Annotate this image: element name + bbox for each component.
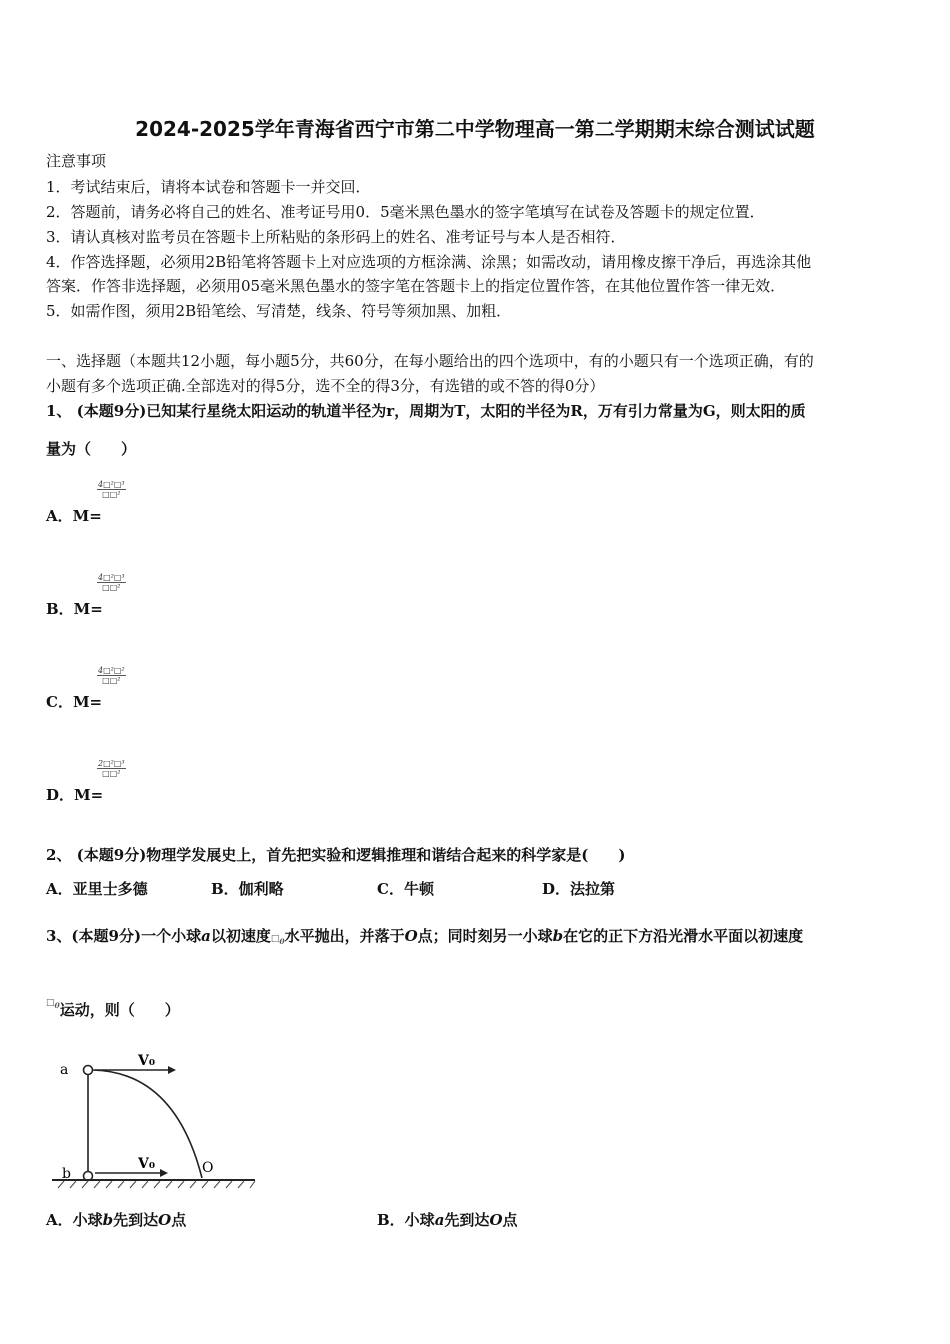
ball-a	[84, 1066, 93, 1075]
ground-hatching	[58, 1181, 255, 1188]
label-v0-top: V₀	[138, 1053, 155, 1069]
formula-denominator: □□²	[102, 583, 121, 592]
notice-item: 4．作答选择题，必须用2B铅笔将答题卡上对应选项的方框涂满、涂黑；如需改动，请用橡皮擦干净后，再选涂其他	[46, 253, 812, 271]
v0-glyph: □	[46, 998, 55, 1008]
q3-v0-symbol-2	[46, 998, 60, 1008]
formula-numerator: 4□²□³	[98, 480, 125, 489]
q3-text: 运动，则（ ）	[59, 1001, 180, 1019]
q2-option-c: C．牛顿	[377, 880, 434, 898]
formula-numerator: 4□²□²	[98, 666, 125, 675]
notice-item: 1．考试结束后，请将本试卷和答题卡一并交回．	[46, 178, 371, 196]
label-o: O	[202, 1160, 214, 1176]
question-1-stem-cont: 量为（ ）	[46, 440, 137, 458]
q1-option-c: C．M=	[46, 693, 103, 711]
arrowhead-b	[160, 1169, 168, 1177]
q2-option-a: A．亚里士多德	[46, 880, 148, 898]
notice-item: 2．答题前，请务必将自己的姓名、准考证号用0．5毫米黑色墨水的签字笔填写在试卷及答题卡的规定位置．	[46, 203, 765, 221]
q3-option-a	[46, 1210, 186, 1230]
formula-denominator: □□²	[102, 769, 121, 778]
q1-option-b: B．M=	[46, 600, 103, 618]
opt-var: b	[102, 1211, 114, 1229]
notice-item: 3．请认真核对监考员在答题卡上所粘贴的条形码上的姓名、准考证号与本人是否相符．	[46, 228, 626, 246]
q3-var-b: b	[552, 927, 564, 945]
page-title: 2024-2025学年青海省西宁市第二中学物理高一第二学期期末综合测试试题	[135, 117, 815, 141]
opt-text: 点	[502, 1211, 518, 1229]
opt-text: A．小球	[46, 1211, 103, 1229]
q2-option-b: B．伽利略	[211, 880, 284, 898]
q1-option-c-formula	[97, 666, 126, 685]
formula-denominator: □□²	[102, 490, 121, 499]
opt-var: a	[434, 1211, 445, 1229]
label-v0-bottom: V₀	[138, 1156, 155, 1172]
q3-v0-symbol	[271, 934, 285, 944]
q2-option-d: D．法拉第	[542, 880, 616, 898]
question-2-stem: 2、 (本题9分)物理学发展史上，首先把实验和逻辑推理和谐结合起来的科学家是( )	[46, 846, 626, 864]
projectile-figure	[50, 1050, 260, 1192]
q3-text: 点；同时刻另一小球	[417, 927, 553, 945]
label-a: a	[60, 1062, 69, 1078]
formula-numerator: 4□²□³	[98, 573, 125, 582]
notice-item: 5．如需作图，须用2B铅笔绘、写清楚，线条、符号等须加黑、加粗．	[46, 302, 512, 320]
formula-numerator: 2□²□³	[98, 759, 125, 768]
arrowhead-a	[168, 1066, 176, 1074]
q1-option-a-formula	[97, 480, 126, 499]
q3-text: 在它的正下方沿光滑水平面以初速度	[563, 927, 804, 945]
opt-text: B．小球	[377, 1211, 435, 1229]
section-heading-cont: 小题有多个选项正确.全部选对的得5分，选不全的得3分，有选错的或不答的得0分）	[46, 377, 605, 395]
formula-denominator: □□²	[102, 676, 121, 685]
question-3-stem-cont	[46, 1000, 180, 1026]
section-heading: 一、选择题（本题共12小题，每小题5分，共60分，在每小题给出的四个选项中，有的小题只有一个选项正确，有的	[46, 352, 814, 370]
q3-text: 3、(本题9分)一个小球	[46, 927, 202, 945]
question-3-stem	[46, 926, 803, 952]
q1-option-b-formula	[97, 573, 126, 592]
question-1-stem: 1、 (本题9分)已知某行星绕太阳运动的轨道半径为r，周期为T，太阳的半径为R，万有引力常量为G，则太阳的质	[46, 402, 806, 420]
q3-text: 以初速度	[210, 927, 271, 945]
opt-var: O	[489, 1211, 503, 1229]
q3-text: 水平抛出，并落于	[284, 927, 405, 945]
opt-text: 先到达	[444, 1211, 490, 1229]
label-b: b	[62, 1166, 71, 1182]
q1-option-a: A．M=	[46, 507, 102, 525]
v0-sub: 0	[54, 1000, 60, 1010]
opt-var: O	[158, 1211, 172, 1229]
q1-option-d-formula	[97, 759, 126, 778]
opt-text: 点	[171, 1211, 187, 1229]
q1-option-d: D．M=	[46, 786, 104, 804]
notice-heading: 注意事项	[46, 152, 107, 170]
v0-sub: 0	[279, 936, 285, 946]
q3-option-b	[377, 1210, 518, 1230]
opt-text: 先到达	[113, 1211, 159, 1229]
q3-var-a: a	[201, 927, 211, 945]
v0-glyph: □	[270, 934, 280, 944]
q3-var-o: O	[404, 927, 418, 945]
notice-item: 答案．作答非选择题，必须用05毫米黑色墨水的签字笔在答题卡上的指定位置作答，在其他位置作答一律无效．	[46, 277, 786, 295]
